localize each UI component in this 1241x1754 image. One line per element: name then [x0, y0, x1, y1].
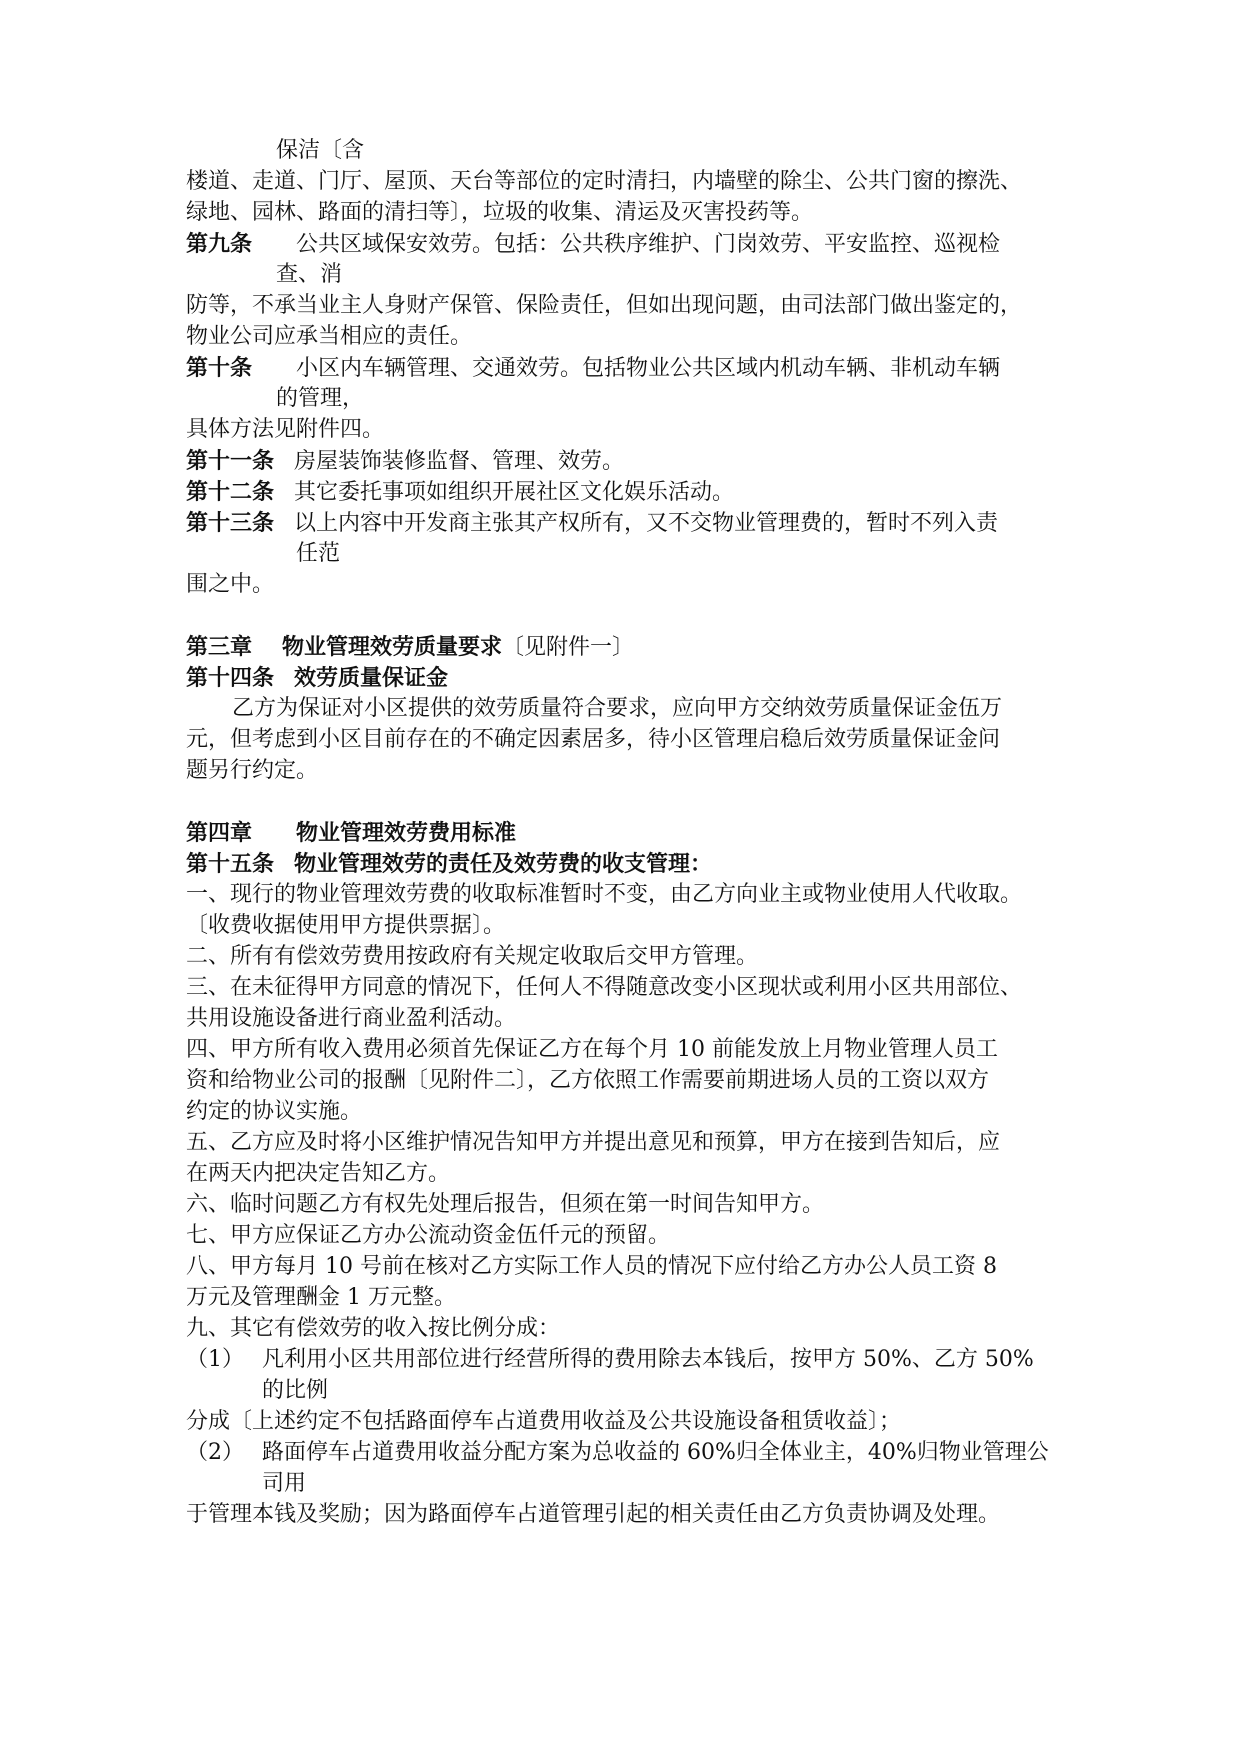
article-title: 效劳质量保证金 [294, 665, 449, 691]
text-line: 资和给物业公司的报酬〔见附件二〕，乙方依照工作需要前期进场人员的工资以双方 [186, 1068, 990, 1093]
article-label: 第十一条 [186, 448, 275, 474]
text-line: 防等，不承当业主人身财产保管、保险责任，但如出现问题，由司法部门做出鉴定的， [186, 293, 1023, 318]
article-text: 房屋装饰装修监督、管理、效劳。 [294, 449, 625, 474]
text-line: 〔收费收据使用甲方提供票据〕。 [186, 913, 506, 938]
chapter-4-heading [186, 818, 1110, 849]
text-line: 二、所有有偿效劳费用按政府有关规定收取后交甲方管理。 [186, 944, 759, 969]
article-label: 第十四条 [186, 665, 275, 691]
article-13 [186, 508, 1110, 539]
text-line: 八、甲方每月 10 号前在核对乙方实际工作人员的情况下应付给乙方办公人员工资 8 [186, 1254, 997, 1279]
text-line: 司用 [262, 1471, 307, 1496]
text-line: 五、乙方应及时将小区维护情况告知甲方并提出意见和预算，甲方在接到告知后，应 [186, 1130, 1001, 1155]
article-text: 公共区域保安效劳。包括：公共秩序维护、门岗效劳、平安监控、巡视检 [296, 232, 1001, 257]
text-line: 的比例 [262, 1378, 329, 1403]
text-line: 乙方为保证对小区提供的效劳质量符合要求，应向甲方交纳效劳质量保证金伍万 [232, 696, 1003, 721]
text-line: 元，但考虑到小区目前存在的不确定因素居多，待小区管理启稳后效劳质量保证金问 [186, 727, 1001, 752]
article-11 [186, 446, 1110, 477]
article-text: 以上内容中开发商主张其产权所有，又不交物业管理费的，暂时不列入责 [294, 511, 999, 536]
text-line: 三、在未征得甲方同意的情况下，任何人不得随意改变小区现状或利用小区共用部位、 [186, 975, 1023, 1000]
text-line: 的管理， [276, 386, 365, 411]
text-line: 七、甲方应保证乙方办公流动资金伍仟元的预留。 [186, 1223, 671, 1248]
text-line: 在两天内把决定告知乙方。 [186, 1161, 451, 1186]
text-line: 共用设施设备进行商业盈利活动。 [186, 1006, 517, 1031]
article-label: 第十二条 [186, 479, 275, 505]
list-item-text: 凡利用小区共用部位进行经营所得的费用除去本钱后，按甲方 50%、乙方 50% [262, 1347, 1034, 1372]
text-line: 一、现行的物业管理效劳费的收取标准暂时不变，由乙方向业主或物业使用人代收取。 [186, 882, 1023, 907]
article-text: 其它委托事项如组织开展社区文化娱乐活动。 [294, 480, 735, 505]
text-line: 查、消 [276, 262, 343, 287]
text-line: 题另行约定。 [186, 758, 319, 783]
text-line: 具体方法见附件四。 [186, 417, 385, 442]
list-item-1 [186, 1345, 1110, 1375]
text-line: 六、临时问题乙方有权先处理后报告，但须在第一时间告知甲方。 [186, 1192, 825, 1217]
chapter-title: 物业管理效劳质量要求 [282, 634, 503, 660]
chapter-note: 〔见附件一〕 [502, 635, 635, 660]
article-text: 小区内车辆管理、交通效劳。包括物业公共区域内机动车辆、非机动车辆 [296, 356, 1001, 381]
text-line: 四、甲方所有收入费用必须首先保证乙方在每个月 10 前能发放上月物业管理人员工 [186, 1037, 998, 1062]
text-line: 分成〔上述约定不包括路面停车占道费用收益及公共设施设备租赁收益〕； [186, 1409, 902, 1434]
list-item-2 [186, 1438, 1110, 1468]
text-line: 物业公司应承当相应的责任。 [186, 324, 473, 349]
text-line: 约定的协议实施。 [186, 1099, 363, 1124]
list-item-number: （1） [186, 1347, 244, 1372]
article-label: 第九条 [186, 231, 253, 257]
chapter-title: 物业管理效劳费用标准 [296, 820, 517, 846]
text-line: 任范 [296, 541, 341, 566]
text-line: 九、其它有偿效劳的收入按比例分成： [186, 1316, 561, 1341]
chapter-label: 第三章 [186, 634, 253, 660]
article-label: 第十条 [186, 355, 253, 381]
chapter-label: 第四章 [186, 820, 253, 846]
article-label: 第十三条 [186, 510, 275, 536]
article-14 [186, 663, 1110, 694]
article-label: 第十五条 [186, 851, 275, 877]
article-9 [186, 229, 1110, 260]
text-line: 围之中。 [186, 572, 275, 597]
article-title: 物业管理效劳的责任及效劳费的收支管理： [294, 851, 713, 877]
text-line: 万元及管理酬金 1 万元整。 [186, 1285, 456, 1310]
article-12 [186, 477, 1110, 508]
article-10 [186, 353, 1110, 384]
text-line: 于管理本钱及奖励；因为路面停车占道管理引起的相关责任由乙方负责协调及处理。 [186, 1502, 1001, 1527]
chapter-3-heading [186, 632, 1110, 663]
article-15 [186, 849, 1110, 880]
text-line: 保洁〔含 [276, 138, 365, 163]
list-item-number: （2） [186, 1440, 244, 1465]
list-item-text: 路面停车占道费用收益分配方案为总收益的 60%归全体业主，40%归物业管理公 [262, 1440, 1049, 1465]
text-line: 绿地、园林、路面的清扫等〕，垃圾的收集、清运及灭害投药等。 [186, 200, 814, 225]
text-line: 楼道、走道、门厅、屋顶、天台等部位的定时清扫，内墙壁的除尘、公共门窗的擦洗、 [186, 169, 1023, 194]
